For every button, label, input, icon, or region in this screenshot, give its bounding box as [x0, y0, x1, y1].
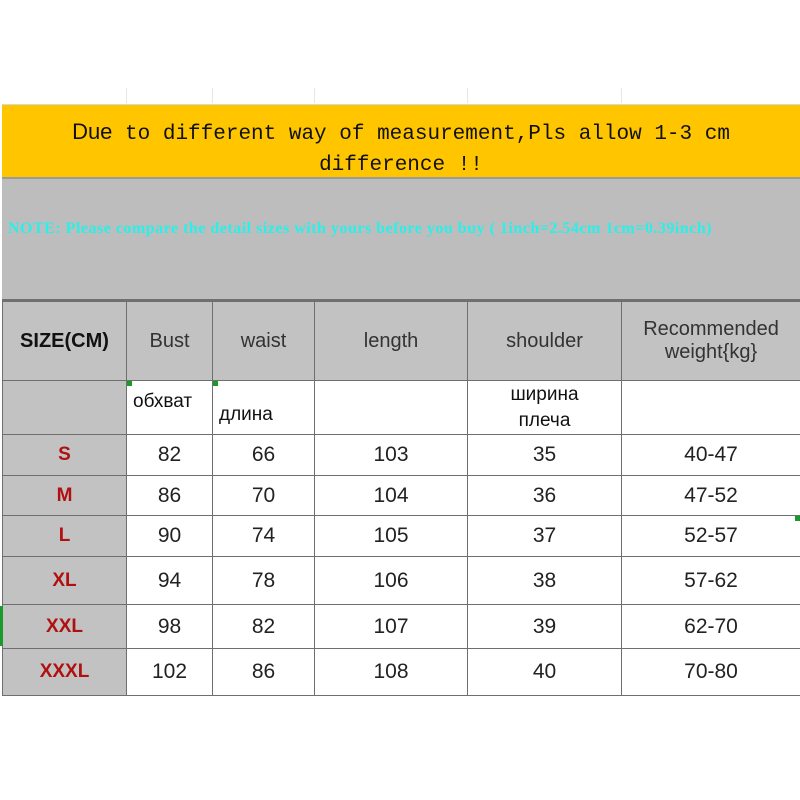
gridline	[621, 88, 622, 103]
weight-value: 62-70	[622, 605, 800, 649]
header-length: length	[315, 302, 468, 381]
banner-text	[2, 105, 800, 181]
russian-label-cell	[622, 381, 800, 435]
cell-comment-marker	[795, 516, 800, 521]
table-row	[3, 476, 800, 516]
table-row	[3, 435, 800, 476]
size-label: XXXL	[3, 649, 127, 696]
cell-comment-marker	[213, 381, 218, 386]
size-note-panel	[2, 177, 800, 301]
spreadsheet-top-gridlines	[0, 0, 800, 103]
waist-value: 86	[213, 649, 315, 696]
weight-value: 40-47	[622, 435, 800, 476]
shoulder-value: 38	[468, 557, 622, 605]
table-row	[3, 557, 800, 605]
russian-label-row	[3, 381, 800, 435]
banner-line-1: to different way of measurement,Pls allow 1-3 cm	[125, 123, 730, 146]
size-label: XXL	[3, 605, 127, 649]
weight-value: 47-52	[622, 476, 800, 516]
gridline	[314, 88, 315, 103]
cell-comment-marker	[0, 606, 3, 646]
russian-bust-label: обхват	[133, 390, 193, 412]
length-value: 107	[315, 605, 468, 649]
shoulder-value: 37	[468, 516, 622, 557]
length-value: 105	[315, 516, 468, 557]
weight-value: 52-57	[622, 516, 800, 557]
length-value: 108	[315, 649, 468, 696]
waist-value: 78	[213, 557, 315, 605]
waist-value: 74	[213, 516, 315, 557]
banner-lead-word: Due	[72, 119, 113, 144]
shoulder-value: 40	[468, 649, 622, 696]
shoulder-value: 35	[468, 435, 622, 476]
waist-value: 66	[213, 435, 315, 476]
bust-value: 102	[127, 649, 213, 696]
gridline	[467, 88, 468, 103]
header-shoulder: shoulder	[468, 302, 622, 381]
shoulder-value: 39	[468, 605, 622, 649]
waist-value: 70	[213, 476, 315, 516]
weight-value: 70-80	[622, 649, 800, 696]
cell-comment-marker	[127, 381, 132, 386]
gridline	[126, 88, 127, 103]
russian-label-cell	[468, 381, 622, 435]
table-row	[3, 649, 800, 696]
russian-length-label: длина	[219, 403, 273, 425]
waist-value: 82	[213, 605, 315, 649]
bust-value: 94	[127, 557, 213, 605]
weight-value: 57-62	[622, 557, 800, 605]
size-table	[2, 301, 800, 696]
length-value: 103	[315, 435, 468, 476]
banner-line-2: difference !!	[319, 154, 483, 177]
header-size: SIZE(CM)	[3, 302, 127, 381]
table-row	[3, 605, 800, 649]
russian-label-cell	[3, 381, 127, 435]
table-row	[3, 516, 800, 557]
bust-value: 86	[127, 476, 213, 516]
length-value: 104	[315, 476, 468, 516]
russian-label-cell	[213, 381, 315, 435]
russian-label-cell	[127, 381, 213, 435]
size-label: M	[3, 476, 127, 516]
size-note-text: NOTE: Please compare the detail sizes with yours before you buy ( 1inch=2.54cm 1cm=0.39inch)	[8, 220, 713, 237]
size-table-header-row	[3, 302, 800, 381]
measurement-warning-banner	[2, 104, 800, 177]
bust-value: 82	[127, 435, 213, 476]
size-label: XL	[3, 557, 127, 605]
length-value: 106	[315, 557, 468, 605]
russian-shoulder-label: ширина плеча	[510, 383, 579, 431]
gridline	[212, 88, 213, 103]
size-label: L	[3, 516, 127, 557]
shoulder-value: 36	[468, 476, 622, 516]
header-waist: waist	[213, 302, 315, 381]
bust-value: 98	[127, 605, 213, 649]
header-recommended-weight: Recommended weight{kg}	[622, 302, 800, 381]
size-label: S	[3, 435, 127, 476]
header-bust: Bust	[127, 302, 213, 381]
bust-value: 90	[127, 516, 213, 557]
russian-label-cell	[315, 381, 468, 435]
